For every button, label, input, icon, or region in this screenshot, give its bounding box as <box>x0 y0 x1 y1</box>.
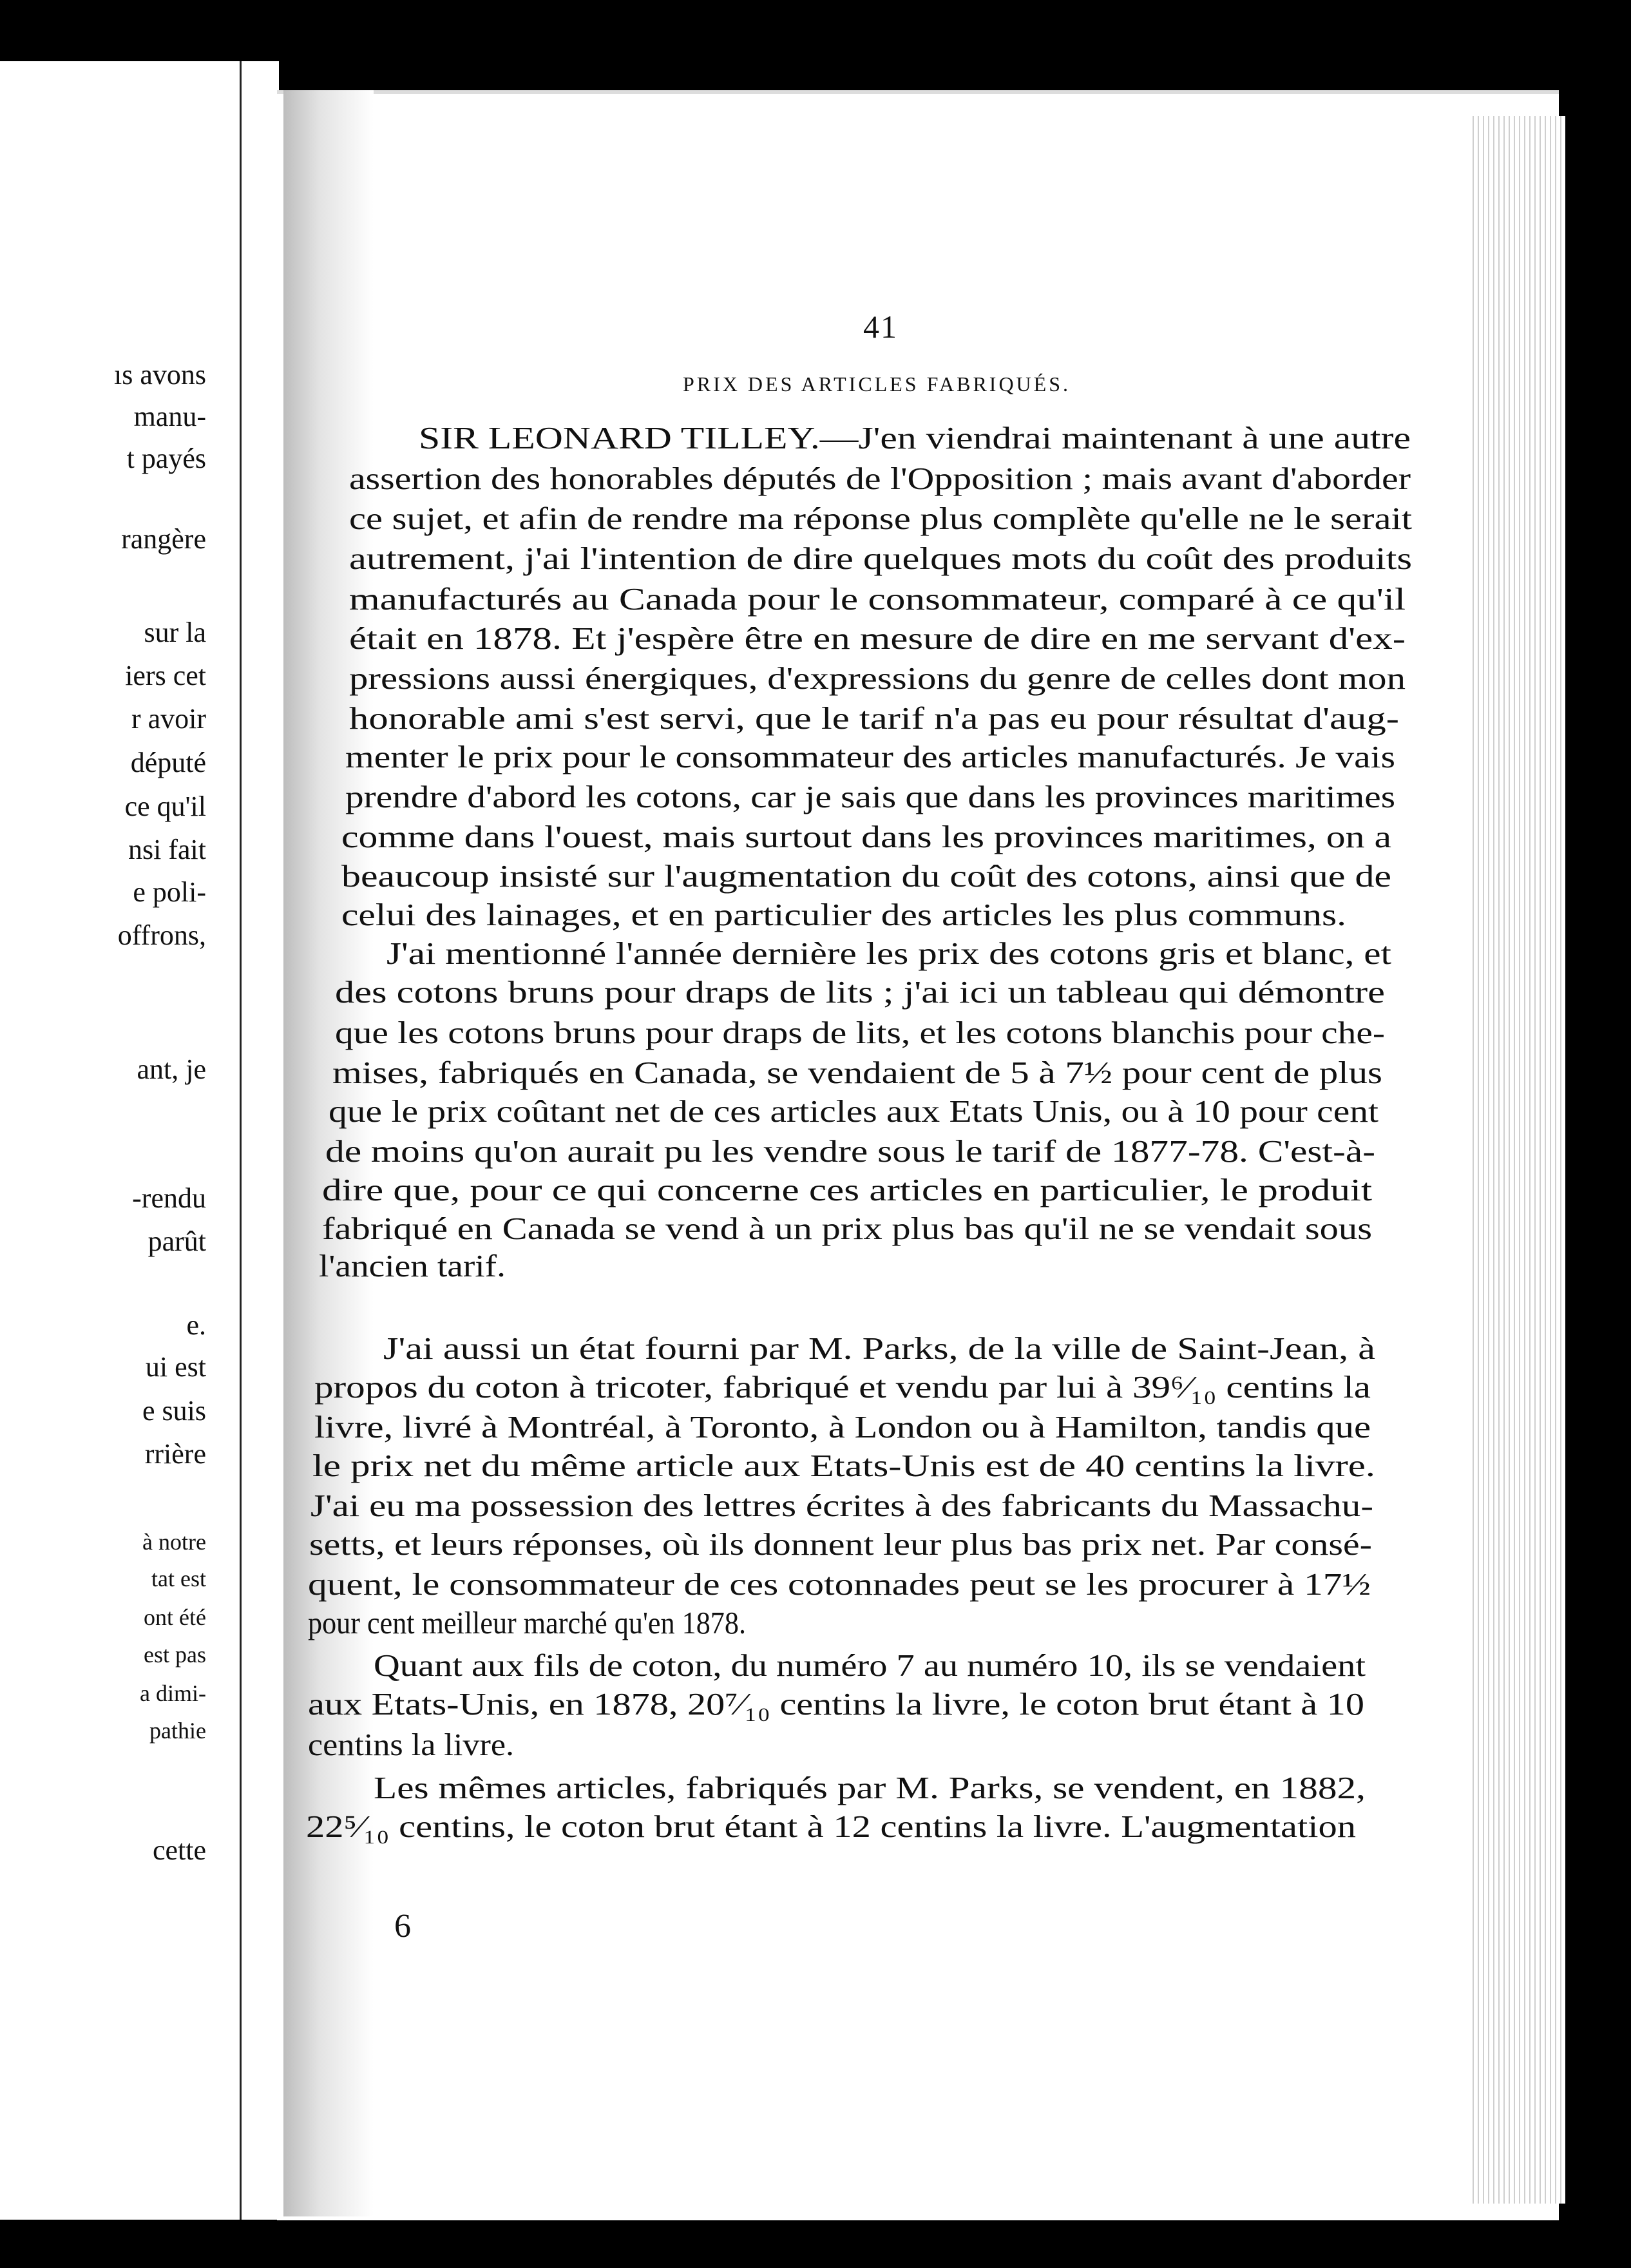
text-line: celui des lainages, et en particulier des articles les plus communs. <box>341 897 1346 932</box>
facing-text-line: tat est <box>151 1566 206 1591</box>
text-line: honorable ami s'est servi, que le tarif n'a pas eu pour résultat d'aug- <box>349 700 1399 736</box>
facing-text-line: -rendu <box>132 1182 206 1214</box>
facing-text-line: pathie <box>149 1718 206 1744</box>
facing-text-line: t payés <box>126 443 206 474</box>
text-line: dire que, pour ce qui concerne ces articles en particulier, le produit <box>322 1172 1372 1207</box>
text-line: J'ai eu ma possession des lettres écrites à des fabricants du Massachu- <box>310 1488 1373 1523</box>
text-line: était en 1878. Et j'espère être en mesure de dire en me servant d'ex- <box>349 620 1406 656</box>
text-line: Les mêmes articles, fabriqués par M. Parks, se vendent, en 1882, <box>374 1770 1366 1805</box>
text-line: le prix net du même article aux Etats-Unis est de 40 centins la livre. <box>312 1448 1375 1483</box>
facing-text-line: parût <box>148 1225 206 1257</box>
text-line: 22⁵⁄₁₀ centins, le coton brut étant à 12 centins la livre. L'augmentation <box>306 1809 1356 1844</box>
text-line: mises, fabriqués en Canada, se vendaient de 5 à 7½ pour cent de plus <box>332 1055 1382 1090</box>
text-line: l'ancien tarif. <box>319 1248 506 1283</box>
text-line: ce sujet, et afin de rendre ma réponse plus complète qu'elle ne le serait <box>349 501 1412 536</box>
facing-text-line: e. <box>186 1309 206 1341</box>
text-line: pour cent meilleur marché qu'en 1878. <box>308 1605 746 1640</box>
text-line: menter le prix pour le consommateur des articles manufacturés. Je vais <box>345 739 1395 774</box>
facing-text-line: sur la <box>144 617 206 648</box>
text-line: pressions aussi énergiques, d'expressions du genre de celles dont mon <box>349 660 1406 696</box>
facing-text-line: rrière <box>144 1438 206 1470</box>
facing-text-line: cette <box>152 1834 206 1866</box>
facing-text-line: r avoir <box>131 703 206 735</box>
facing-text-line: nsi fait <box>128 834 206 865</box>
facing-text-line: ce qu'il <box>124 791 206 822</box>
text-line: aux Etats-Unis, en 1878, 20⁷⁄₁₀ centins la livre, le coton brut étant à 10 <box>308 1686 1364 1722</box>
text-line: que le prix coûtant net de ces articles aux Etats Unis, ou à 10 pour cent <box>329 1093 1378 1129</box>
book-gutter <box>240 61 279 2220</box>
page-edges <box>1469 116 1565 2204</box>
page-number: 41 <box>863 309 898 345</box>
text-line: livre, livré à Montréal, à Toronto, à London ou à Hamilton, tandis que <box>314 1409 1371 1445</box>
facing-text-line: iers cet <box>125 660 206 691</box>
running-head: PRIX DES ARTICLES FABRIQUÉS. <box>683 372 1071 396</box>
text-line: des cotons bruns pour draps de lits ; j'ai ici un tableau qui démontre <box>335 974 1385 1010</box>
signature-mark: 6 <box>394 1908 411 1945</box>
facing-text-line: ui est <box>145 1351 206 1383</box>
text-line: manufacturés au Canada pour le consommateur, comparé à ce qu'il <box>349 581 1406 617</box>
text-line: J'ai mentionné l'année dernière les prix des cotons gris et blanc, et <box>386 936 1391 971</box>
text-line: de moins qu'on aurait pu les vendre sous le tarif de 1877-78. C'est-à- <box>325 1133 1375 1169</box>
facing-text-line: ont été <box>144 1604 206 1630</box>
text-line: prendre d'abord les cotons, car je sais que dans les provinces maritimes <box>345 779 1395 814</box>
text-line: fabriqué en Canada se vend à un prix plus bas qu'il ne se vendait sous <box>322 1211 1372 1246</box>
text-line: comme dans l'ouest, mais surtout dans les provinces maritimes, on a <box>341 819 1391 854</box>
facing-page-left <box>0 61 277 2220</box>
facing-text-line: e poli- <box>133 876 206 908</box>
facing-text-line: à notre <box>142 1529 206 1555</box>
facing-text-line: offrons, <box>117 919 206 951</box>
text-line: beaucoup insisté sur l'augmentation du coût des cotons, ainsi que de <box>341 858 1391 894</box>
facing-text-line: est pas <box>144 1642 206 1667</box>
facing-text-line: ant, je <box>137 1053 206 1085</box>
facing-text-line: ıs avons <box>114 359 206 390</box>
text-line: centins la livre. <box>308 1727 514 1762</box>
text-line: assertion des honorables députés de l'Opposition ; mais avant d'aborder <box>349 461 1411 496</box>
facing-text-line: e suis <box>142 1395 206 1427</box>
facing-text-line: député <box>130 747 206 778</box>
facing-text-line: manu- <box>133 401 206 432</box>
text-line: J'ai aussi un état fourni par M. Parks, de la ville de Saint-Jean, à <box>383 1331 1375 1366</box>
text-line: setts, et leurs réponses, où ils donnent leur plus bas prix net. Par consé- <box>309 1526 1372 1562</box>
text-line: SIR LEONARD TILLEY.—J'en viendrai maintenant à une autre <box>419 420 1411 456</box>
text-line: quent, le consommateur de ces cotonnades peut se les procurer à 17½ <box>308 1566 1371 1602</box>
text-line: autrement, j'ai l'intention de dire quelques mots du coût des produits <box>349 541 1412 576</box>
facing-text-line: a dimi- <box>140 1680 206 1706</box>
text-line: que les cotons bruns pour draps de lits, et les cotons blanchis pour che- <box>335 1015 1385 1050</box>
facing-text-line: rangère <box>121 523 206 555</box>
text-line: Quant aux fils de coton, du numéro 7 au numéro 10, ils se vendaient <box>374 1648 1366 1683</box>
text-line: propos du coton à tricoter, fabriqué et vendu par lui à 39⁶⁄₁₀ centins la <box>314 1369 1371 1405</box>
